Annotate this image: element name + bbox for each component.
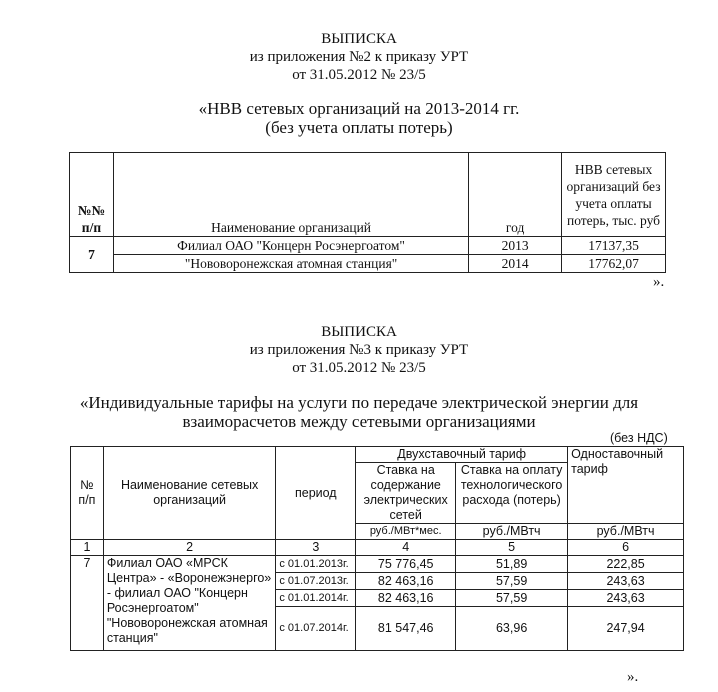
unit-losses: руб./МВтч: [456, 524, 568, 540]
extract2-closing: ».: [627, 669, 639, 685]
rate-losses-value: 51,89: [456, 556, 568, 573]
header-year: год: [469, 153, 562, 237]
nvv-value: 17762,07: [562, 255, 666, 273]
extract2-date-line: от 31.05.2012 № 23/5: [292, 360, 426, 376]
header-org-name: Наименование организаций: [113, 153, 468, 237]
header-two-rate-tariff: Двухставочный тариф: [356, 447, 568, 463]
unit-maintenance: руб./МВт*мес.: [356, 524, 456, 540]
rate-losses-value: 57,59: [456, 590, 568, 607]
extract2-heading: «Индивидуальные тарифы на услуги по передаче электрической энергии для: [79, 393, 639, 412]
extract1-subheading: (без учета оплаты потерь): [265, 118, 453, 137]
row-num: 7: [71, 556, 104, 651]
period-cell: с 01.01.2014г.: [276, 590, 356, 607]
header-period: период: [276, 447, 356, 540]
tariff-table: [70, 446, 684, 651]
one-rate-value: 243,63: [568, 590, 684, 607]
period-cell: с 01.01.2013г.: [276, 556, 356, 573]
nvv-value: 17137,35: [562, 237, 666, 255]
extract1-heading: «НВВ сетевых организаций на 2013-2014 гг.: [198, 99, 520, 118]
index-cell: 5: [456, 540, 568, 556]
index-cell: 3: [276, 540, 356, 556]
extract2-subheading: взаиморасчетов между сетевыми организациями: [182, 412, 536, 431]
extract1-closing: ».: [653, 274, 665, 290]
header-rate-losses: Ставка на оплату технологического расхода (потерь): [456, 463, 568, 524]
row-num: 7: [70, 237, 114, 273]
period-cell: с 01.07.2013г.: [276, 573, 356, 590]
rate-maintenance-value: 82 463,16: [356, 590, 456, 607]
header-num: №№ п/п: [70, 153, 114, 237]
index-cell: 1: [71, 540, 104, 556]
org-name-line: "Нововоронежская атомная станция": [113, 255, 468, 273]
index-cell: 4: [356, 540, 456, 556]
header-nvv: НВВ сетевых организаций без учета оплаты потерь, тыс. руб: [562, 153, 666, 237]
one-rate-value: 247,94: [568, 607, 684, 651]
year-cell: 2014: [469, 255, 562, 273]
rate-losses-value: 57,59: [456, 573, 568, 590]
header-num: № п/п: [71, 447, 104, 540]
header-org-name: Наименование сетевых организаций: [103, 447, 275, 540]
rate-maintenance-value: 82 463,16: [356, 573, 456, 590]
one-rate-value: 243,63: [568, 573, 684, 590]
one-rate-value: 222,85: [568, 556, 684, 573]
period-cell: с 01.07.2014г.: [276, 607, 356, 651]
extract1-date-line: от 31.05.2012 № 23/5: [292, 67, 426, 83]
header-rate-maintenance: Ставка на содержание электрических сетей: [356, 463, 456, 524]
year-cell: 2013: [469, 237, 562, 255]
extract2-source-line: из приложения №3 к приказу УРТ: [249, 342, 469, 358]
rate-maintenance-value: 75 776,45: [356, 556, 456, 573]
extract1-source-line: из приложения №2 к приказу УРТ: [249, 49, 469, 65]
index-cell: 6: [568, 540, 684, 556]
vat-note: (без НДС): [610, 431, 668, 445]
org-name: Филиал ОАО «МРСК Центра» - «Воронежэнерго» - филиал ОАО "Концерн Росэнергоатом" "Нововоронежская атомная станция": [103, 556, 275, 651]
rate-maintenance-value: 81 547,46: [356, 607, 456, 651]
nvv-table: [69, 152, 666, 273]
unit-one-rate: руб./МВтч: [568, 524, 684, 540]
header-one-rate-tariff: Одноставочный тариф: [568, 447, 684, 524]
index-cell: 2: [103, 540, 275, 556]
extract1-title: ВЫПИСКА: [321, 31, 397, 47]
org-name-line: Филиал ОАО "Концерн Росэнергоатом": [113, 237, 468, 255]
extract2-title: ВЫПИСКА: [321, 324, 397, 340]
rate-losses-value: 63,96: [456, 607, 568, 651]
